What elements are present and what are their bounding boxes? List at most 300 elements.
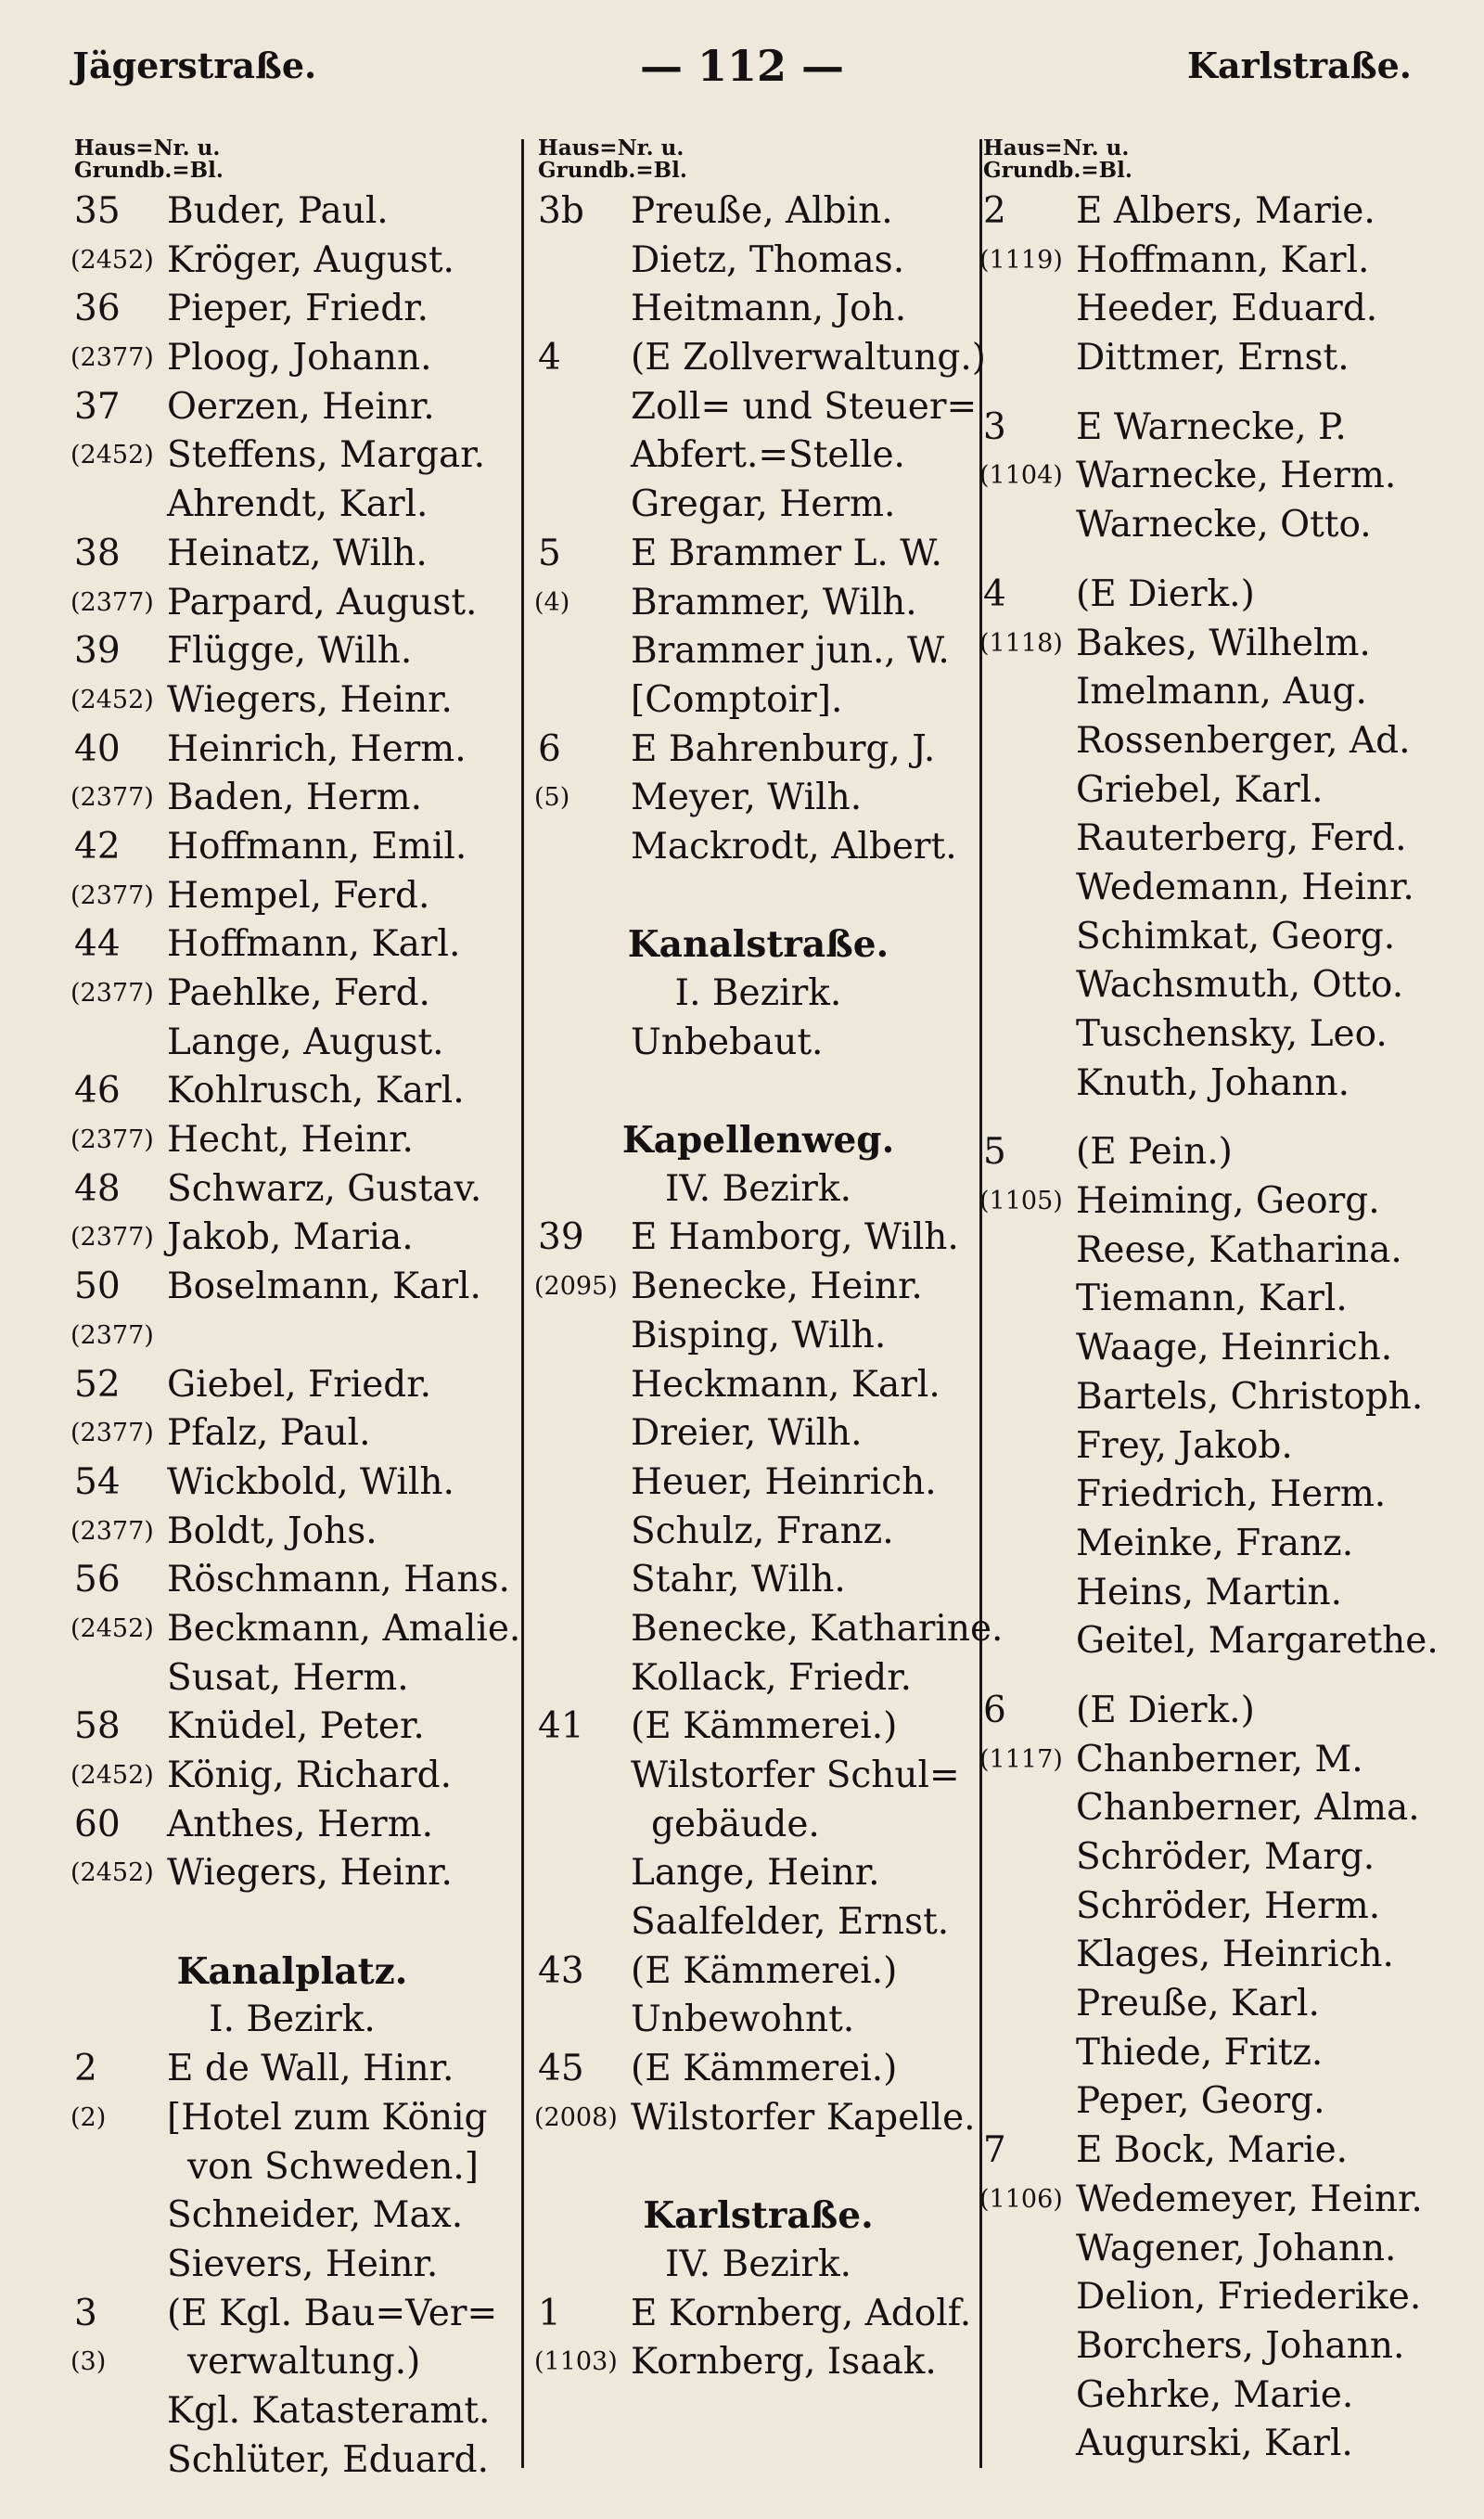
resident-entry: E Kornberg, Adolf. <box>631 2292 972 2334</box>
house-number: 45 <box>538 2048 584 2090</box>
list-item <box>983 571 1428 620</box>
list-item <box>538 1214 979 1263</box>
resident-entry: Buder, Paul. <box>167 190 389 232</box>
house-number: 1 <box>538 2292 561 2334</box>
grundbuch-number: (2452) <box>70 1613 154 1643</box>
resident-entry: Schwarz, Gustav. <box>167 1167 482 1210</box>
resident-entry: Geitel, Margarethe. <box>1076 1620 1439 1663</box>
grundbuch-number: (4) <box>534 587 570 617</box>
list-item <box>983 1617 1439 1666</box>
list-item <box>538 1849 979 1898</box>
list-item <box>74 2436 510 2486</box>
list-item <box>74 823 510 872</box>
house-number: 36 <box>74 288 121 330</box>
resident-entry: Dietz, Thomas. <box>631 238 905 281</box>
resident-entry: [Hotel zum König <box>167 2096 488 2139</box>
resident-entry: Bartels, Christoph. <box>1076 1375 1424 1418</box>
spacer <box>538 872 979 921</box>
resident-entry: Wilstorfer Schul= <box>631 1754 960 1796</box>
column-header <box>74 137 510 184</box>
list-item <box>983 717 1428 766</box>
street-heading: Kapellenweg. <box>621 1119 895 1163</box>
list-item <box>538 1898 979 1947</box>
list-item <box>983 1128 1428 1177</box>
list-item <box>538 726 979 775</box>
resident-entry: Boselmann, Karl. <box>167 1266 481 1308</box>
list-item <box>70 2338 510 2387</box>
spacer <box>983 1666 1428 1687</box>
list-item <box>74 2241 510 2290</box>
grundbuch-number: (1106) <box>979 2184 1063 2214</box>
list-item <box>538 530 979 579</box>
list-item <box>538 676 979 726</box>
resident-entry: E Hamborg, Wilh. <box>631 1216 959 1259</box>
spacer <box>538 1067 979 1116</box>
resident-entry: Zoll= und Steuer= <box>631 385 978 428</box>
list-item <box>70 676 510 726</box>
house-number: 2 <box>74 2048 97 2090</box>
grundbuch-number: (5) <box>534 783 570 813</box>
list-item <box>74 1556 510 1605</box>
house-number: 58 <box>74 1705 121 1748</box>
column-header <box>538 137 979 184</box>
resident-entry: Meyer, Wilh. <box>631 777 863 819</box>
resident-entry: Wiegers, Heinr. <box>167 1852 453 1895</box>
resident-entry: Wilstorfer Kapelle. <box>631 2096 976 2139</box>
grundbuch-number: (2377) <box>70 1125 154 1155</box>
list-item <box>74 1165 510 1215</box>
list-item <box>983 1980 1428 2029</box>
list-item <box>983 864 1428 913</box>
list-item <box>983 2273 1428 2322</box>
grundbuch-number: (1118) <box>979 628 1063 658</box>
resident-entry: (E Kgl. Bau=Ver= <box>167 2292 498 2334</box>
list-item <box>983 2029 1428 2078</box>
resident-entry: Heitmann, Joh. <box>631 288 907 330</box>
list-item <box>534 2338 979 2387</box>
list-item <box>538 237 979 286</box>
resident-entry: E Bock, Marie. <box>1076 2129 1349 2172</box>
list-item <box>538 431 979 481</box>
list-item <box>979 1736 1428 1785</box>
list-item <box>538 1409 979 1459</box>
list-item <box>534 2094 979 2143</box>
list-item <box>538 1361 979 1410</box>
list-item <box>538 1654 979 1703</box>
list-item <box>538 2290 979 2339</box>
resident-entry: Gregar, Herm. <box>631 483 896 526</box>
list-item <box>70 1409 510 1459</box>
resident-entry: Giebel, Friedr. <box>167 1363 431 1406</box>
list-item <box>74 2290 510 2339</box>
resident-entry: Lange, August. <box>167 1021 444 1063</box>
column-rule-1 <box>521 139 524 2468</box>
resident-entry: Baden, Herm. <box>167 777 422 819</box>
resident-entry: Heeder, Eduard. <box>1076 288 1378 330</box>
grundbuch-number: (1104) <box>979 461 1063 491</box>
house-number: 52 <box>74 1363 121 1406</box>
resident-entry: Imelmann, Aug. <box>1076 671 1367 713</box>
resident-entry: Mackrodt, Albert. <box>631 825 957 868</box>
resident-entry: Frey, Jakob. <box>1076 1424 1293 1467</box>
list-item <box>74 481 510 530</box>
resident-entry: Borchers, Johann. <box>1076 2324 1405 2367</box>
resident-entry: Reese, Katharina. <box>1076 1228 1402 1271</box>
resident-entry: Hoffmann, Karl. <box>167 923 461 966</box>
list-item <box>538 383 979 432</box>
house-number: 37 <box>74 385 121 428</box>
list-item <box>983 1422 1428 1472</box>
resident-entry: Jakob, Maria. <box>167 1216 414 1259</box>
grundbuch-number: (2377) <box>70 1320 154 1350</box>
resident-entry: Bisping, Wilh. <box>631 1314 887 1356</box>
list-item <box>983 913 1428 962</box>
grundbuch-number: (2377) <box>70 1223 154 1253</box>
resident-entry: gebäude. <box>651 1803 820 1845</box>
resident-entry: Hoffmann, Emil. <box>167 825 467 868</box>
resident-entry: Heiming, Georg. <box>1076 1180 1380 1223</box>
header-left-street: Jägerstraße. <box>72 45 317 86</box>
house-number: 3 <box>983 405 1006 448</box>
list-item <box>983 1833 1428 1883</box>
list-item <box>538 2045 979 2094</box>
resident-entry: Dreier, Wilh. <box>631 1412 863 1455</box>
list-item <box>70 970 510 1019</box>
resident-entry: (E Kämmerei.) <box>631 1949 898 1992</box>
district-label: IV. Bezirk. <box>665 1167 851 1210</box>
house-number: 5 <box>983 1131 1006 1174</box>
grundbuch-number: (2008) <box>534 2102 618 2132</box>
resident-entry: Parpard, August. <box>167 581 478 623</box>
resident-entry: Preuße, Albin. <box>631 190 893 232</box>
list-item <box>983 2225 1428 2274</box>
list-item <box>74 285 510 334</box>
column-header-line: Haus=Nr. u. <box>983 135 1130 161</box>
district-label: I. Bezirk. <box>209 1998 376 2041</box>
resident-entry: Chanberner, Alma. <box>1076 1787 1420 1830</box>
resident-entry: (E Dierk.) <box>1076 1689 1255 1731</box>
list-item <box>538 1996 979 2045</box>
house-number: 50 <box>74 1266 121 1308</box>
resident-entry: Schröder, Herm. <box>1076 1884 1381 1927</box>
header-right-street: Karlstraße. <box>1187 45 1412 86</box>
resident-entry: Susat, Herm. <box>167 1656 409 1699</box>
grundbuch-number: (2377) <box>70 783 154 813</box>
list-item <box>74 726 510 775</box>
list-item <box>74 2191 510 2241</box>
column-header-line: Haus=Nr. u. <box>538 135 684 161</box>
grundbuch-number: (2) <box>70 2102 107 2132</box>
list-item <box>70 1752 510 1801</box>
resident-entry: Pfalz, Paul. <box>167 1412 371 1455</box>
resident-entry: Boldt, Johs. <box>167 1510 377 1552</box>
list-item <box>74 1654 510 1703</box>
page-number: — 112 — <box>639 41 845 91</box>
resident-entry: Delion, Friederike. <box>1076 2276 1422 2319</box>
list-item <box>538 1508 979 1557</box>
resident-entry: Brammer jun., W. <box>631 630 950 673</box>
house-number: 6 <box>538 727 561 770</box>
resident-entry: Brammer, Wilh. <box>631 581 917 623</box>
house-number: 6 <box>983 1689 1006 1731</box>
list-item <box>538 1605 1004 1654</box>
resident-entry: E de Wall, Hinr. <box>167 2048 454 2090</box>
resident-entry: Unbewohnt. <box>631 1998 855 2041</box>
list-item <box>74 920 510 970</box>
spacer <box>983 1108 1428 1128</box>
resident-entry: E Bahrenburg, J. <box>631 727 936 770</box>
list-item <box>70 872 510 921</box>
grundbuch-number: (2095) <box>534 1272 618 1302</box>
list-item <box>74 2143 510 2192</box>
resident-entry: (E Zollverwaltung.) <box>631 337 986 379</box>
resident-entry: [Comptoir]. <box>631 678 843 721</box>
list-item <box>538 334 986 383</box>
grundbuch-number: (1119) <box>979 245 1063 275</box>
resident-entry: Bakes, Wilhelm. <box>1076 622 1371 664</box>
list-item <box>70 1508 510 1557</box>
grundbuch-number: (2452) <box>70 1761 154 1790</box>
resident-entry: (E Kämmerei.) <box>631 1705 898 1748</box>
resident-entry: (E Dierk.) <box>1076 572 1255 615</box>
list-item <box>983 1569 1428 1618</box>
house-number: 46 <box>74 1070 121 1112</box>
resident-entry: Thiede, Fritz. <box>1076 2031 1324 2074</box>
house-number: 2 <box>983 190 1006 232</box>
grundbuch-number: (1117) <box>979 1744 1063 1774</box>
resident-entry: Schlüter, Eduard. <box>167 2438 489 2481</box>
resident-entry: Saalfelder, Ernst. <box>631 1901 950 1944</box>
grundbuch-number: (1103) <box>534 2347 618 2377</box>
list-item <box>538 1459 979 1508</box>
list-item <box>74 2045 510 2094</box>
list-item <box>983 285 1428 334</box>
resident-entry: Kornberg, Isaak. <box>631 2341 937 2384</box>
house-number: 60 <box>74 1803 121 1845</box>
resident-entry: Ploog, Johann. <box>167 337 432 379</box>
resident-entry: Griebel, Karl. <box>1076 768 1324 811</box>
resident-entry: König, Richard. <box>167 1754 452 1796</box>
list-item <box>983 1784 1428 1833</box>
resident-entry: Beckmann, Amalie. <box>167 1607 521 1650</box>
list-item <box>538 1752 979 1801</box>
resident-entry: Wiegers, Heinr. <box>167 678 453 721</box>
list-item <box>983 815 1428 864</box>
house-number: 4 <box>983 572 1006 615</box>
column-header-line: Grundb.=Bl. <box>538 158 687 183</box>
resident-entry: Benecke, Heinr. <box>631 1266 923 1308</box>
list-item <box>538 1703 979 1752</box>
resident-entry: Wagener, Johann. <box>1076 2227 1397 2269</box>
list-item <box>74 1459 510 1508</box>
house-number: 39 <box>538 1216 584 1259</box>
list-item <box>983 2420 1428 2469</box>
grundbuch-number: (2377) <box>70 880 154 910</box>
house-number: 48 <box>74 1167 121 1210</box>
grundbuch-number: (2452) <box>70 441 154 470</box>
resident-entry: Friedrich, Herm. <box>1076 1473 1387 1516</box>
house-number: 39 <box>74 630 121 673</box>
house-number: 43 <box>538 1949 584 1992</box>
grundbuch-number: (2452) <box>70 685 154 714</box>
resident-entry: Ahrendt, Karl. <box>167 483 429 526</box>
resident-entry: Wedemeyer, Heinr. <box>1076 2178 1423 2220</box>
column-header-line: Haus=Nr. u. <box>74 135 221 161</box>
list-item <box>74 2387 510 2436</box>
list-item <box>70 1116 510 1165</box>
house-number: 40 <box>74 727 121 770</box>
list-item <box>983 1687 1428 1736</box>
resident-entry: Augurski, Karl. <box>1076 2423 1353 2465</box>
list-item <box>74 1067 510 1116</box>
list-item <box>983 1883 1428 1932</box>
list-item <box>983 1324 1428 1373</box>
house-number: 3 <box>74 2292 97 2334</box>
column-header-line: Grundb.=Bl. <box>74 158 224 183</box>
list-item <box>983 187 1428 237</box>
resident-entry: Lange, Heinr. <box>631 1852 880 1895</box>
resident-entry: Heckmann, Karl. <box>631 1363 940 1406</box>
house-number: 44 <box>74 923 121 966</box>
resident-entry: Abfert.=Stelle. <box>631 434 905 477</box>
list-item <box>74 1361 510 1410</box>
grundbuch-number: (2452) <box>70 1858 154 1888</box>
resident-entry: Heinatz, Wilh. <box>167 532 428 574</box>
list-item <box>74 1019 510 1068</box>
list-item <box>70 1312 510 1361</box>
list-item <box>70 1605 521 1654</box>
list-item <box>983 334 1428 383</box>
resident-entry: Wickbold, Wilh. <box>167 1460 454 1503</box>
list-item <box>983 1931 1428 1980</box>
street-heading: Kanalplatz. <box>176 1949 408 1993</box>
list-item <box>70 1214 510 1263</box>
resident-entry: Heins, Martin. <box>1076 1571 1342 1613</box>
resident-entry: Hoffmann, Karl. <box>1076 238 1370 281</box>
house-number: 5 <box>538 532 561 574</box>
list-item <box>538 823 979 872</box>
list-item <box>983 2322 1428 2371</box>
list-item <box>538 1019 979 1068</box>
resident-entry: E Albers, Marie. <box>1076 190 1375 232</box>
list-item <box>979 237 1428 286</box>
spacer <box>983 550 1428 571</box>
resident-entry: Tiemann, Karl. <box>1076 1278 1348 1320</box>
list-item <box>538 481 979 530</box>
list-item <box>74 1801 510 1850</box>
resident-entry: Meinke, Franz. <box>1076 1522 1354 1564</box>
resident-entry: Stahr, Wilh. <box>631 1559 846 1601</box>
list-item <box>983 1227 1428 1276</box>
list-item <box>70 1849 510 1898</box>
list-item <box>979 1177 1428 1227</box>
resident-entry: verwaltung.) <box>187 2341 421 2384</box>
resident-entry: Sievers, Heinr. <box>167 2243 439 2285</box>
spacer <box>74 1898 510 1947</box>
resident-entry: Kohlrusch, Karl. <box>167 1070 465 1112</box>
list-item <box>983 404 1428 453</box>
grundbuch-number: (3) <box>70 2347 107 2377</box>
resident-entry: Kollack, Friedr. <box>631 1656 913 1699</box>
resident-entry: Röschmann, Hans. <box>167 1559 510 1601</box>
list-item <box>983 668 1428 717</box>
resident-entry: Paehlke, Ferd. <box>167 972 430 1014</box>
house-number: 41 <box>538 1705 584 1748</box>
house-number: 3b <box>538 190 584 232</box>
house-number: 35 <box>74 190 121 232</box>
resident-entry: Pieper, Friedr. <box>167 288 429 330</box>
list-item <box>979 452 1428 501</box>
resident-entry: Knüdel, Peter. <box>167 1705 425 1748</box>
list-item <box>983 501 1428 550</box>
column-header-line: Grundb.=Bl. <box>983 158 1132 183</box>
house-number: 54 <box>74 1460 121 1503</box>
list-item <box>983 1275 1428 1324</box>
list-item <box>70 237 510 286</box>
house-number: 7 <box>983 2129 1006 2172</box>
house-number: 42 <box>74 825 121 868</box>
column-2 <box>534 135 1004 2387</box>
resident-entry: E Warnecke, P. <box>1076 405 1347 448</box>
list-item <box>983 2127 1428 2176</box>
list-item <box>983 961 1428 1010</box>
list-item <box>534 774 979 823</box>
house-number: 56 <box>74 1559 121 1601</box>
list-item <box>538 285 979 334</box>
list-item <box>538 627 979 676</box>
resident-entry: Anthes, Herm. <box>167 1803 434 1845</box>
list-item <box>70 334 510 383</box>
resident-entry: Tuschensky, Leo. <box>1076 1013 1388 1055</box>
resident-entry: Schulz, Franz. <box>631 1510 894 1552</box>
resident-entry: Heinrich, Herm. <box>167 727 467 770</box>
grundbuch-number: (2377) <box>70 343 154 373</box>
resident-entry: Flügge, Wilh. <box>167 630 413 673</box>
resident-entry: Peper, Georg. <box>1076 2080 1325 2123</box>
list-item <box>983 1010 1428 1060</box>
column-header <box>983 137 1428 184</box>
list-item <box>983 1373 1428 1422</box>
list-item <box>74 1703 510 1752</box>
grundbuch-number: (2377) <box>70 979 154 1008</box>
resident-entry: (E Pein.) <box>1076 1131 1233 1174</box>
list-item <box>70 2094 510 2143</box>
resident-entry: Oerzen, Heinr. <box>167 385 435 428</box>
list-item <box>70 774 510 823</box>
list-item <box>70 431 510 481</box>
resident-entry: Kgl. Katasteramt. <box>167 2389 491 2432</box>
list-item <box>983 1471 1428 1520</box>
resident-entry: Hempel, Ferd. <box>167 874 430 917</box>
resident-entry: Unbebaut. <box>631 1021 824 1063</box>
list-item <box>979 620 1428 669</box>
list-item <box>74 187 510 237</box>
street-heading: Karlstraße. <box>643 2194 874 2238</box>
list-item <box>70 579 510 628</box>
resident-entry: Gehrke, Marie. <box>1076 2373 1354 2416</box>
grundbuch-number: (2377) <box>70 1516 154 1546</box>
list-item <box>538 1312 979 1361</box>
list-item <box>74 383 510 432</box>
list-item <box>74 1263 510 1312</box>
district-label: I. Bezirk. <box>674 972 842 1014</box>
spacer <box>983 383 1428 404</box>
resident-entry: Schimkat, Georg. <box>1076 915 1396 957</box>
list-item <box>538 187 979 237</box>
resident-entry: Chanberner, M. <box>1076 1738 1363 1780</box>
spacer <box>538 2143 979 2192</box>
resident-entry: Schröder, Marg. <box>1076 1836 1375 1878</box>
